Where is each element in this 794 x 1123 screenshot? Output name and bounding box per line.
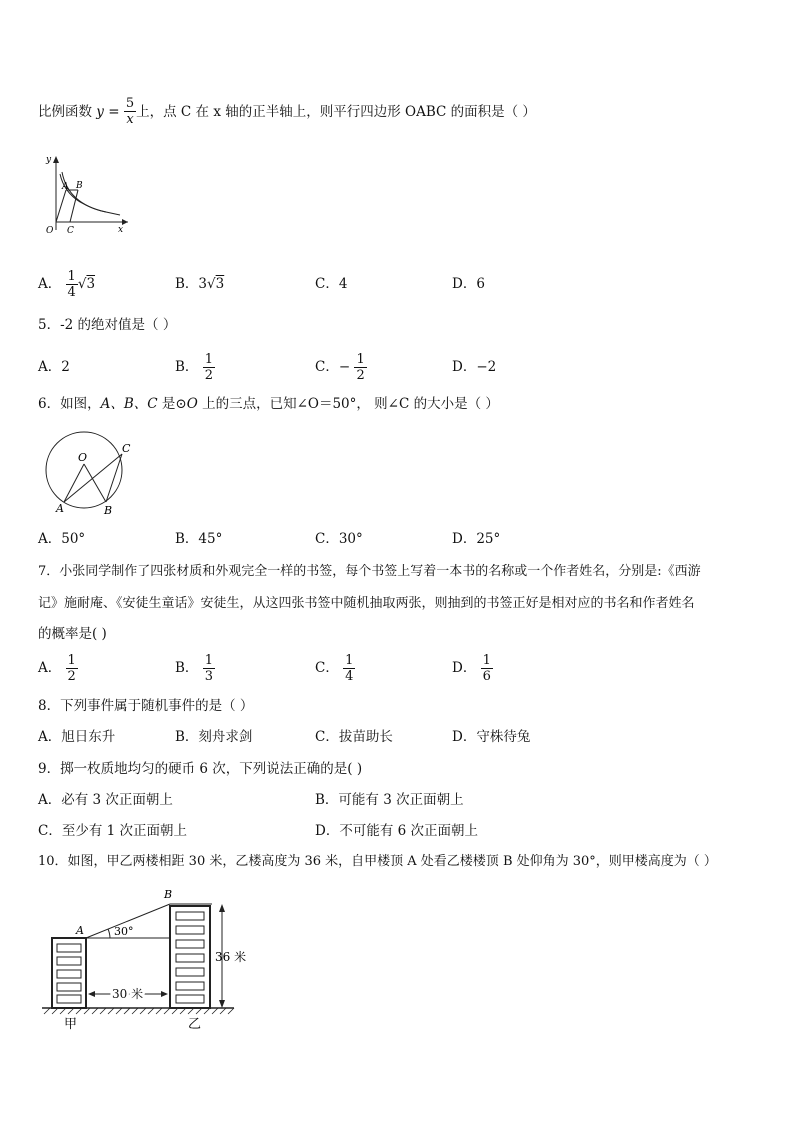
q4-option-c: C．4 xyxy=(315,276,348,292)
q9-option-b: B．可能有 3 次正面朝上 xyxy=(315,792,464,808)
q6-label-a: A xyxy=(56,502,64,515)
q4-point-a: A xyxy=(62,182,69,192)
q4-frac-den: x xyxy=(126,112,134,127)
q7-option-b-den: 3 xyxy=(204,669,213,684)
q5-option-c-fraction xyxy=(354,352,366,383)
q7-stem-line2: 记》施耐庵、《安徒生童话》安徒生，从这四张书签中随机抽取两张，则抽到的书签正好是相对应的书名和作者姓名 xyxy=(38,596,695,611)
q4-point-o: O xyxy=(46,226,54,236)
q4-fraction xyxy=(124,96,136,127)
q7-option-c-label: C． xyxy=(315,660,339,676)
q6-circle-figure xyxy=(40,430,140,516)
q6-option-c: C．30° xyxy=(315,531,363,547)
q7-option-d-label: D． xyxy=(452,660,477,676)
q4-option-a-radicand: 3 xyxy=(86,276,96,292)
q10-building-right-label: 乙 xyxy=(188,1017,202,1032)
q4-option-b-coef: 3 xyxy=(198,276,208,292)
q4-option-a-den: 4 xyxy=(67,285,76,300)
q6-stem-mid: 是⊙ xyxy=(157,396,187,412)
q6-label-b: B xyxy=(104,504,113,516)
q6-label-o: O xyxy=(78,451,88,464)
q7-option-a-den: 2 xyxy=(67,669,76,684)
q4-option-a-radical: √3 xyxy=(77,276,96,292)
q4-option-b-radicand: 3 xyxy=(215,276,225,292)
q4-point-c: C xyxy=(67,226,74,236)
q7-option-c-num: 1 xyxy=(345,653,354,668)
q10-point-b: B xyxy=(164,888,173,901)
q5-option-b xyxy=(175,349,215,385)
q5-option-c-sign: − xyxy=(338,359,351,375)
q4-option-a-num: 1 xyxy=(67,269,76,284)
q6-stem xyxy=(38,395,499,413)
q7-stem-line3: 的概率是( ) xyxy=(38,626,107,642)
q9-option-c: C．至少有 1 次正面朝上 xyxy=(38,823,188,839)
q4-option-d: D．6 xyxy=(452,276,485,292)
q4-option-b-label: B． xyxy=(175,276,199,292)
q4-option-b: B．3√3 xyxy=(175,276,225,292)
q5-option-d: D．−2 xyxy=(452,359,497,375)
q7-option-b-label: B． xyxy=(175,660,199,676)
q7-option-c-fraction xyxy=(343,653,355,684)
q6-stem-o: O xyxy=(186,396,198,412)
q7-option-b-fraction xyxy=(203,653,215,684)
q5-option-c-den: 2 xyxy=(356,368,365,383)
q4-option-a-fraction xyxy=(66,269,78,300)
q10-angle-label: 30° xyxy=(114,925,134,938)
q5-option-b-label: B． xyxy=(175,359,199,375)
q5-option-c xyxy=(315,349,367,385)
q7-option-c-den: 4 xyxy=(345,669,354,684)
q8-option-d: D．守株待兔 xyxy=(452,729,531,745)
q9-stem: 9．掷一枚质地均匀的硬币 6 次，下列说法正确的是( ) xyxy=(38,761,363,777)
q9-option-d: D．不可能有 6 次正面朝上 xyxy=(315,823,478,839)
q4-stem-pre: 比例函数 xyxy=(38,104,92,120)
q10-point-a: A xyxy=(76,924,84,937)
q4-point-b: B xyxy=(76,181,83,191)
q6-option-a: A．50° xyxy=(38,531,86,547)
q7-option-c xyxy=(315,650,355,686)
q6-stem-pre: 6．如图， xyxy=(38,396,101,412)
q4-stem xyxy=(38,97,536,128)
q10-height-label: 36 米 xyxy=(215,950,247,964)
q10-buildings-figure xyxy=(38,882,258,1032)
q7-option-a xyxy=(38,650,78,686)
q5-option-b-den: 2 xyxy=(204,368,213,383)
q9-option-a: A．必有 3 次正面朝上 xyxy=(38,792,173,808)
q7-option-b xyxy=(175,650,215,686)
q5-option-a: A．2 xyxy=(38,359,70,375)
q4-stem-y: y xyxy=(96,104,104,120)
q6-label-c: C xyxy=(122,442,131,455)
q10-distance-label: 30 米 xyxy=(112,987,144,1001)
q10-building-left-label: 甲 xyxy=(64,1017,78,1032)
q5-option-b-num: 1 xyxy=(204,352,213,367)
q5-option-c-label: C． xyxy=(315,359,339,375)
q6-option-b: B．45° xyxy=(175,531,223,547)
q4-stem-post: 上，点 C 在 x 轴的正半轴上，则平行四边形 OABC 的面积是（ ） xyxy=(136,104,536,120)
q8-option-a: A．旭日东升 xyxy=(38,729,116,745)
q7-stem-line1: 7．小张同学制作了四张材质和外观完全一样的书签，每个书签上写着一本书的名称或一个作者姓名，分别是:《西游 xyxy=(38,564,701,579)
q7-option-d-den: 6 xyxy=(482,669,491,684)
q6-option-d: D．25° xyxy=(452,531,501,547)
q4-stem-eq: = xyxy=(108,104,120,120)
q4-axis-y-label: y xyxy=(46,155,52,165)
q7-option-a-label: A． xyxy=(38,660,62,676)
q4-frac-num: 5 xyxy=(125,96,135,111)
q8-stem: 8．下列事件属于随机事件的是（ ） xyxy=(38,698,254,714)
q4-option-a xyxy=(38,266,95,302)
q7-option-d xyxy=(452,650,493,686)
q5-option-c-num: 1 xyxy=(356,352,365,367)
q7-option-b-num: 1 xyxy=(204,653,213,668)
q8-option-b: B．刻舟求剑 xyxy=(175,729,253,745)
q5-option-b-fraction xyxy=(203,352,215,383)
q5-stem: 5．-2 的绝对值是（ ） xyxy=(38,317,177,333)
q4-graph-figure xyxy=(36,152,136,238)
q4-option-a-label: A． xyxy=(38,276,62,292)
q7-option-a-num: 1 xyxy=(67,653,76,668)
q6-stem-letters: A、B、C xyxy=(100,396,158,412)
q10-stem: 10．如图，甲乙两楼相距 30 米，乙楼高度为 36 米，自甲楼顶 A 处看乙楼楼顶 B 处仰角为 30°，则甲楼高度为（ ） xyxy=(38,854,717,869)
q8-option-c: C．拔苗助长 xyxy=(315,729,393,745)
q7-option-d-num: 1 xyxy=(482,653,491,668)
q4-axis-x-label: x xyxy=(118,225,124,235)
q7-option-d-fraction xyxy=(481,653,493,684)
q6-stem-post: 上的三点，已知∠O＝50°， 则∠C 的大小是（ ） xyxy=(197,396,499,412)
q7-option-a-fraction xyxy=(66,653,78,684)
